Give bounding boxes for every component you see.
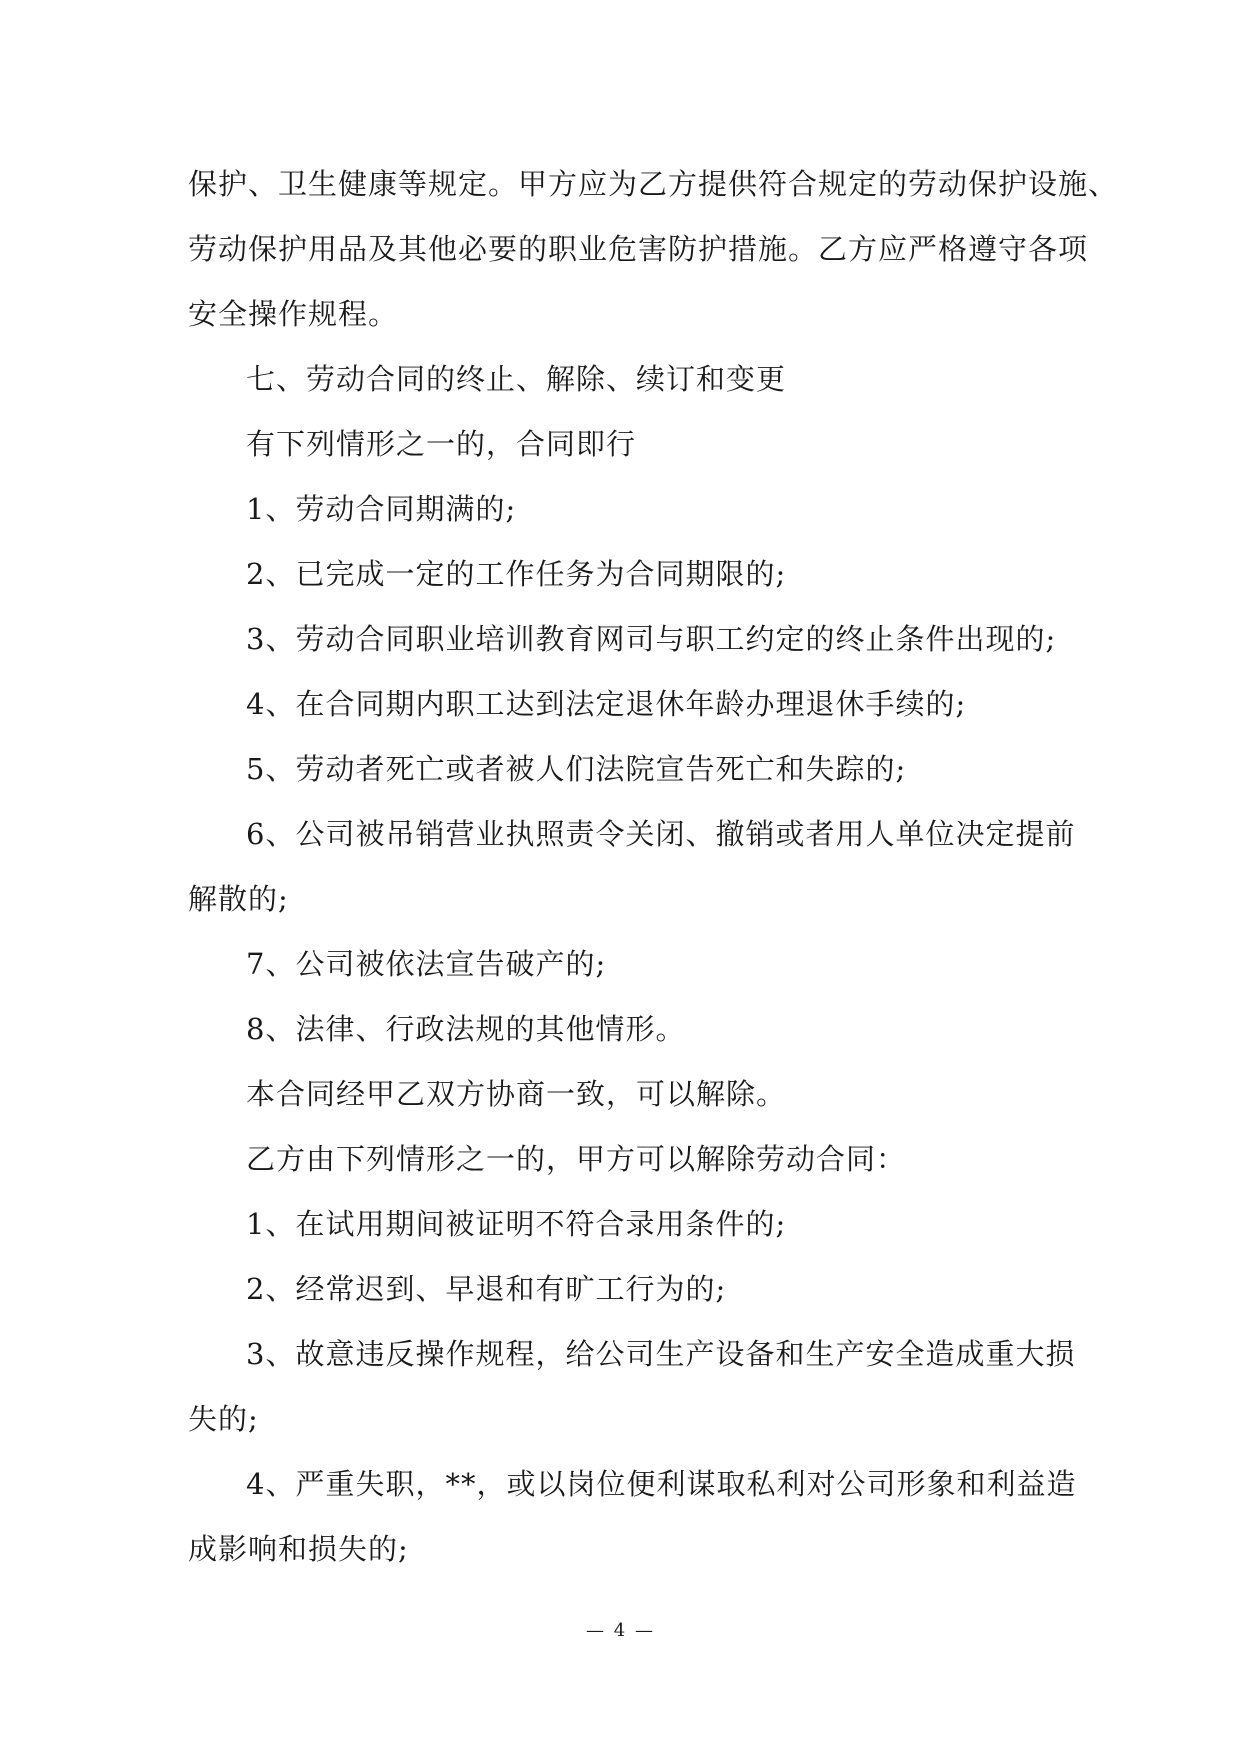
- list-item-continuation: 成影响和损失的;: [188, 1532, 409, 1566]
- paragraph-line: 保护、卫生健康等规定。甲方应为乙方提供符合规定的劳动保护设施、: [188, 167, 1119, 201]
- paragraph-line: 本合同经甲乙双方协商一致，可以解除。: [246, 1077, 787, 1111]
- paragraph-line: 劳动保护用品及其他必要的职业危害防护措施。乙方应严格遵守各项: [188, 232, 1089, 266]
- list-item: 7、公司被依法宣告破产的;: [246, 947, 607, 981]
- paragraph-line: 安全操作规程。: [188, 297, 399, 331]
- list-item: 8、法律、行政法规的其他情形。: [246, 1012, 686, 1046]
- list-item: 6、公司被吊销营业执照责令关闭、撤销或者用人单位决定提前: [246, 817, 1076, 851]
- paragraph-line: 有下列情形之一的，合同即行: [246, 427, 637, 461]
- list-item: 4、严重失职，**，或以岗位便利谋取私利对公司形象和利益造: [246, 1467, 1077, 1501]
- list-item: 1、在试用期间被证明不符合录用条件的;: [246, 1207, 787, 1241]
- section-heading: 七、劳动合同的终止、解除、续订和变更: [246, 362, 787, 396]
- list-item: 4、在合同期内职工达到法定退休年龄办理退休手续的;: [246, 687, 967, 721]
- paragraph-line: 乙方由下列情形之一的，甲方可以解除劳动合同：: [246, 1142, 907, 1176]
- list-item: 2、经常迟到、早退和有旷工行为的;: [246, 1272, 727, 1306]
- list-item: 5、劳动者死亡或者被人们法院宣告死亡和失踪的;: [246, 752, 907, 786]
- list-item: 3、故意违反操作规程，给公司生产设备和生产安全造成重大损: [246, 1337, 1076, 1371]
- list-item: 3、劳动合同职业培训教育网司与职工约定的终止条件出现的;: [246, 622, 1057, 656]
- list-item: 1、劳动合同期满的;: [246, 492, 517, 526]
- page-number: — 4 —: [586, 1620, 655, 1641]
- list-item-continuation: 解散的;: [188, 882, 289, 916]
- list-item: 2、已完成一定的工作任务为合同期限的;: [246, 557, 787, 591]
- list-item-continuation: 失的;: [188, 1402, 259, 1436]
